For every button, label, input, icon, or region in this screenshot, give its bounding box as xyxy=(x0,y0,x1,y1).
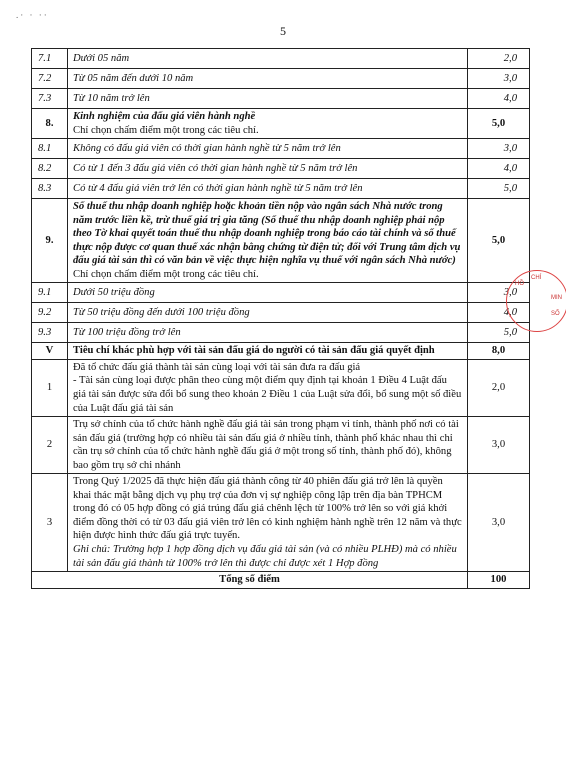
table-row xyxy=(32,359,530,416)
criterion-number: 7.3 xyxy=(32,89,68,109)
criterion-text: Dưới 50 triệu đồng xyxy=(68,283,468,303)
criterion-title: Kinh nghiệm của đấu giá viên hành nghề xyxy=(73,111,256,122)
table-row xyxy=(32,303,530,323)
table-row xyxy=(32,199,530,283)
criteria-table xyxy=(31,48,530,589)
criterion-score: 5,0 xyxy=(468,199,530,283)
criterion-score: 4,0 xyxy=(468,303,530,323)
criterion-text: Dưới 05 năm xyxy=(68,49,468,69)
criterion-score: 3,0 xyxy=(468,417,530,474)
criterion-number: 8. xyxy=(32,109,68,139)
criterion-text: Có từ 1 đến 3 đấu giá viên có thời gian hành nghề từ 5 năm trở lên xyxy=(68,159,468,179)
criterion-note: Chỉ chọn chấm điểm một trong các tiêu chí. xyxy=(73,268,259,280)
criterion-number: 3 xyxy=(32,474,68,572)
total-score: 100 xyxy=(468,572,530,589)
criterion-note: Chỉ chọn chấm điểm một trong các tiêu chí. xyxy=(73,124,259,136)
criterion-number: 9. xyxy=(32,199,68,283)
criterion-number: 2 xyxy=(32,417,68,474)
section-score: 8,0 xyxy=(468,343,530,360)
criterion-text: Từ 50 triệu đồng đến dưới 100 triệu đồng xyxy=(68,303,468,323)
criterion-title: Số thuế thu nhập doanh nghiệp hoặc khoản tiền nộp vào ngân sách Nhà nước trong năm trước liền kề, trừ thuế giá trị gia tăng (Số thuế thu nhập doanh nghiệp phải nộp theo Tờ khai quyết toán thuế thu nhập doanh nghiệp trong báo cáo tài chính và số thuế thực nộp được cơ quan thuế xác nhận bằng chứng từ điện tử; đối với Trung tâm dịch vụ đấu giá tài sản thì có văn bản về việc thực hiện nghĩa vụ thuế với ngân sách Nhà nước) xyxy=(73,201,461,267)
criterion-number: 1 xyxy=(32,359,68,416)
criterion-score: 2,0 xyxy=(468,359,530,416)
criterion-score: 2,0 xyxy=(468,49,530,69)
criterion-score: 5,0 xyxy=(468,109,530,139)
table-row xyxy=(32,417,530,474)
criterion-text: Từ 10 năm trở lên xyxy=(68,89,468,109)
criterion-description xyxy=(68,474,468,572)
total-label: Tổng số điểm xyxy=(32,572,468,589)
table-row xyxy=(32,89,530,109)
red-seal-stamp xyxy=(506,270,566,332)
table-row xyxy=(32,49,530,69)
criterion-text: Từ 05 năm đến dưới 10 năm xyxy=(68,69,468,89)
stamp-text: HỒ xyxy=(515,281,524,287)
criterion-text: Từ 100 triệu đồng trở lên xyxy=(68,323,468,343)
criterion-score: 3,0 xyxy=(468,474,530,572)
criterion-score: 3,0 xyxy=(468,139,530,159)
stamp-text: CHÍ xyxy=(531,275,542,281)
criterion-text: Trụ sở chính của tổ chức hành nghề đấu giá tài sản trong phạm vi tỉnh, thành phố nơi có tài sản đấu giá (trường hợp có nhiều tài sản đấu giá ở nhiều tỉnh, thành phố khác nhau thì chỉ cần trụ sở chính của tổ chức hành nghề đấu giá ở một trong số tỉnh, thành phố đó), không bao gồm trụ sở chi nhánh xyxy=(68,417,468,474)
criterion-number: 9.2 xyxy=(32,303,68,323)
criterion-text: Có từ 4 đấu giá viên trở lên có thời gian hành nghề từ 5 năm trở lên xyxy=(68,179,468,199)
criterion-number: 9.3 xyxy=(32,323,68,343)
criterion-score: 5,0 xyxy=(468,323,530,343)
criterion-detail: - Tài sản cùng loại được phân theo cùng một điểm quy định tại khoản 1 Điều 4 Luật đấu giá tài sản được sửa đổi bổ sung theo khoản 2 Điều 1 của Luật sửa đổi, bổ sung một số điều của Luật đấu giá tài sản xyxy=(73,375,462,414)
criterion-footnote: Ghi chú: Trường hợp 1 hợp đồng dịch vụ đấu giá tài sản (và có nhiều PLHĐ) mà có nhiều tài sản đấu giá thành từ 100% trở lên thì được chỉ được xét 1 Hợp đồng xyxy=(73,544,457,569)
criterion-number: 8.1 xyxy=(32,139,68,159)
table-row xyxy=(32,109,530,139)
table-row xyxy=(32,69,530,89)
criterion-description xyxy=(68,109,468,139)
table-row xyxy=(32,283,530,303)
criterion-text: Trong Quý 1/2025 đã thực hiện đấu giá thành công từ 40 phiên đấu giá trở lên là quyền khai thác mặt bằng dịch vụ phụ trợ của đơn vị sự nghiệp công lập trên địa bàn TPHCM trong đó có 05 hợp đồng có giá trúng đấu giá chênh lệch từ 100% trở lên so với giá khởi điểm đồng thời có từ 03 đấu giá viên trở lên có kinh nghiệm hành nghề trên 12 năm và thực hiện được hình thức đấu giá trực tuyến. xyxy=(73,476,462,542)
criterion-score: 4,0 xyxy=(468,159,530,179)
section-number: V xyxy=(32,343,68,360)
criterion-number: 9.1 xyxy=(32,283,68,303)
total-row xyxy=(32,572,530,589)
section-title: Tiêu chí khác phù hợp với tài sản đấu giá do người có tài sản đấu giá quyết định xyxy=(68,343,468,360)
page-number: 5 xyxy=(280,24,286,38)
criterion-text: Đã tổ chức đấu giá thành tài sản cùng loại với tài sản đưa ra đấu giá xyxy=(73,361,361,373)
stamp-text: SỐ xyxy=(551,311,560,317)
table-row xyxy=(32,159,530,179)
criterion-number: 8.2 xyxy=(32,159,68,179)
criterion-number: 7.1 xyxy=(32,49,68,69)
criterion-score: 3,0 xyxy=(468,69,530,89)
table-row xyxy=(32,139,530,159)
criterion-number: 7.2 xyxy=(32,69,68,89)
criterion-number: 8.3 xyxy=(32,179,68,199)
criterion-text: Không có đấu giá viên có thời gian hành nghề từ 5 năm trở lên xyxy=(68,139,468,159)
scan-marks: .· · ·· xyxy=(16,10,49,20)
criterion-description xyxy=(68,359,468,416)
criterion-score: 5,0 xyxy=(468,179,530,199)
table-row xyxy=(32,474,530,572)
criterion-description xyxy=(68,199,468,283)
criterion-score: 4,0 xyxy=(468,89,530,109)
table-row xyxy=(32,343,530,360)
stamp-text: MIN xyxy=(551,295,562,301)
table-row xyxy=(32,323,530,343)
criterion-score: 3,0 xyxy=(468,283,530,303)
table-row xyxy=(32,179,530,199)
